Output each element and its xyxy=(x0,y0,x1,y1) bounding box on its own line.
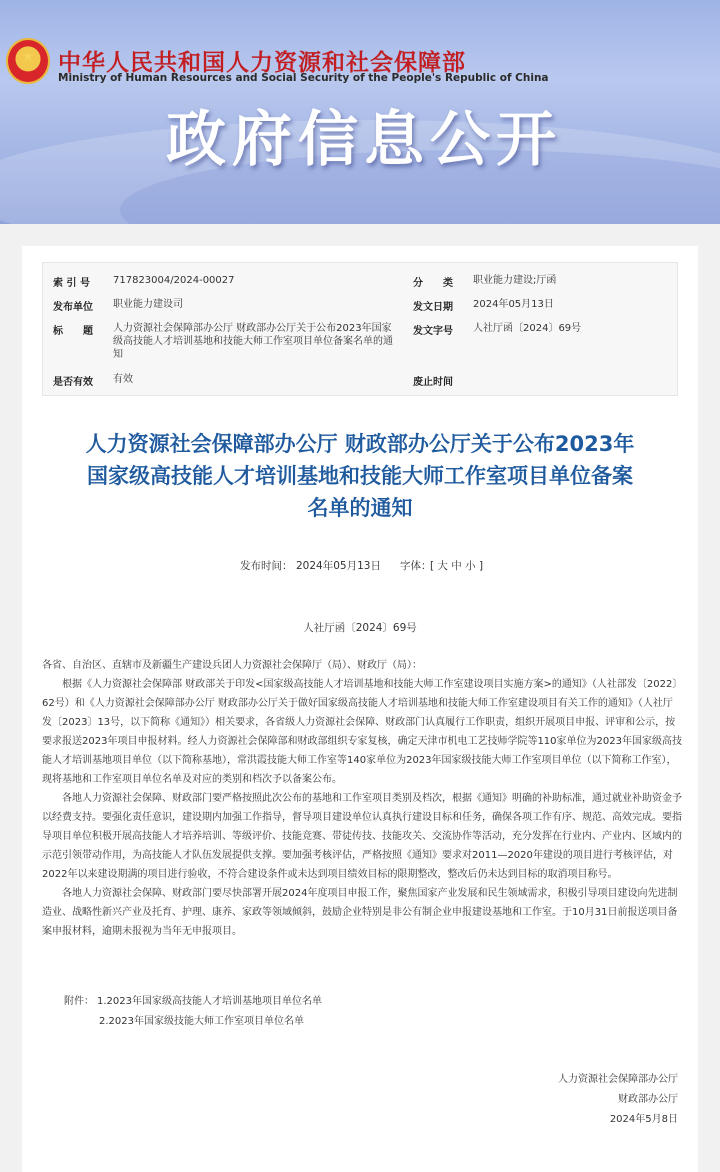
meta-date-value: 2024年05月13日 xyxy=(473,299,554,310)
national-emblem-icon: ★ xyxy=(6,38,50,84)
document-meta-table xyxy=(42,262,678,396)
document-card xyxy=(22,246,698,1172)
meta-abolish-label: 废止时间 xyxy=(413,377,453,388)
article-title-line: 国家级高技能人才培训基地和技能大师工作室项目单位备案 xyxy=(87,464,633,488)
ministry-name-en: Ministry of Human Resources and Social Security of the People's Republic of China xyxy=(58,72,549,84)
meta-valid-label: 是否有效 xyxy=(53,377,93,388)
meta-docno-label: 发文字号 xyxy=(413,326,453,337)
body-paragraph: 各地人力资源社会保障、财政部门要严格按照此次公布的基地和工作室项目类别及档次，根据《通知》明确的补助标准，通过就业补助资金予以经费支持。要强化责任意识，建设期内加强工作指导，督导项目建设单位认真执行建设目标和任务，确保各项工作有序、规范、高效完成。要指导项目单位积极开展高技能人才培养培训、等级评价、技能竞赛、带徒传技、技能攻关、交流协作等活动，充分发挥在行业内、产业内、区域内的示范引领带动作用，为高技能人才队伍发展提供支撑。要加强考核评估，严格按照《通知》要求对2011—2020年建设的项目进行考核评估，对2022年以来建设期满的项目进行验收，不符合建设条件或未达到项目绩效目标的限期整改，整改后仍未达到目标的取消项目称号。 xyxy=(42,793,682,880)
article-title xyxy=(22,428,698,524)
meta-date-label: 发文日期 xyxy=(413,302,453,313)
signature-issuer-2: 财政部办公厅 xyxy=(618,1094,678,1105)
meta-title-value: 人力资源社会保障部办公厅 财政部办公厅关于公布2023年国家级高技能人才培训基地和技能大师工作室项目单位备案名单的通知 xyxy=(113,323,393,360)
signature-issuer-1: 人力资源社会保障部办公厅 xyxy=(558,1074,678,1085)
meta-issuer-value: 职业能力建设司 xyxy=(113,299,183,310)
font-size-switcher[interactable]: [ 大 中 小 ] xyxy=(430,560,484,572)
article-body xyxy=(42,656,682,941)
meta-category-label: 分 类 xyxy=(413,278,453,289)
meta-docno-value: 人社厅函〔2024〕69号 xyxy=(473,323,582,334)
attachment-link-1[interactable]: 1.2023年国家级高技能人才培训基地项目单位名单 xyxy=(97,996,322,1007)
salutation: 各省、自治区、直辖市及新疆生产建设兵团人力资源社会保障厅（局）、财政厅（局）： xyxy=(42,660,422,671)
meta-index-label: 索 引 号 xyxy=(53,278,90,289)
meta-title-label: 标 题 xyxy=(53,326,93,337)
attachments-label: 附件： xyxy=(64,996,94,1007)
font-size-label: 字体： xyxy=(400,560,432,572)
meta-index-value: 717823004/2024-00027 xyxy=(113,275,235,286)
publish-time-label: 发布时间： xyxy=(240,560,293,572)
body-paragraph: 各地人力资源社会保障、财政部门要尽快部署开展2024年度项目申报工作，聚焦国家产业发展和民生领域需求，积极引导项目建设向先进制造业、战略性新兴产业及托育、护理、康养、家政等领域倾斜，鼓励企业特别是非公有制企业申报建设基地和工作室。于10月31日前报送项目备案申报材料，逾期未报视为当年无申报项目。 xyxy=(42,888,678,937)
meta-category-value: 职业能力建设;厅函 xyxy=(473,275,557,286)
article-title-line: 名单的通知 xyxy=(307,496,413,520)
document-number: 人社厅函〔2024〕69号 xyxy=(303,622,417,634)
ministry-name-cn: 中华人民共和国人力资源和社会保障部 xyxy=(58,50,466,76)
publish-time-value: 2024年05月13日 xyxy=(296,560,381,572)
body-paragraph: 根据《人力资源社会保障部 财政部关于印发<国家级高技能人才培训基地和技能大师工作室建设项目实施方案>的通知》（人社部发〔2022〕62号）和《人力资源社会保障部办公厅 财政部办公厅关于做好国家级高技能人才培训基地和技能大师工作室建设项目有关工作的通知》（人社厅发〔2023〕13号，以下简称《通知》）相关要求，各省级人力资源社会保障、财政部门认真履行工作职责，组织开展项目申报、评审和公示，按要求报送2023年项目申报材料。经人力资源社会保障部和财政部组织专家复核，确定天津市机电工艺技师学院等110家单位为2023年国家级高技能人才培训基地项目单位（以下简称基地），常洪霞技能大师工作室等140家单位为2023年国家级技能大师工作室项目单位（以下简称工作室），现将基地和工作室项目单位名单及对应的类别和档次予以备案公布。 xyxy=(42,679,682,785)
meta-valid-value: 有效 xyxy=(113,374,133,385)
signature-date: 2024年5月8日 xyxy=(609,1114,678,1125)
article-title-line: 人力资源社会保障部办公厅 财政部办公厅关于公布2023年 xyxy=(85,432,635,456)
meta-issuer-label: 发布单位 xyxy=(53,302,93,313)
header-banner xyxy=(0,0,720,224)
banner-title: 政府信息公开 xyxy=(166,105,562,175)
attachment-link-2[interactable]: 2.2023年国家级技能大师工作室项目单位名单 xyxy=(99,1016,304,1027)
